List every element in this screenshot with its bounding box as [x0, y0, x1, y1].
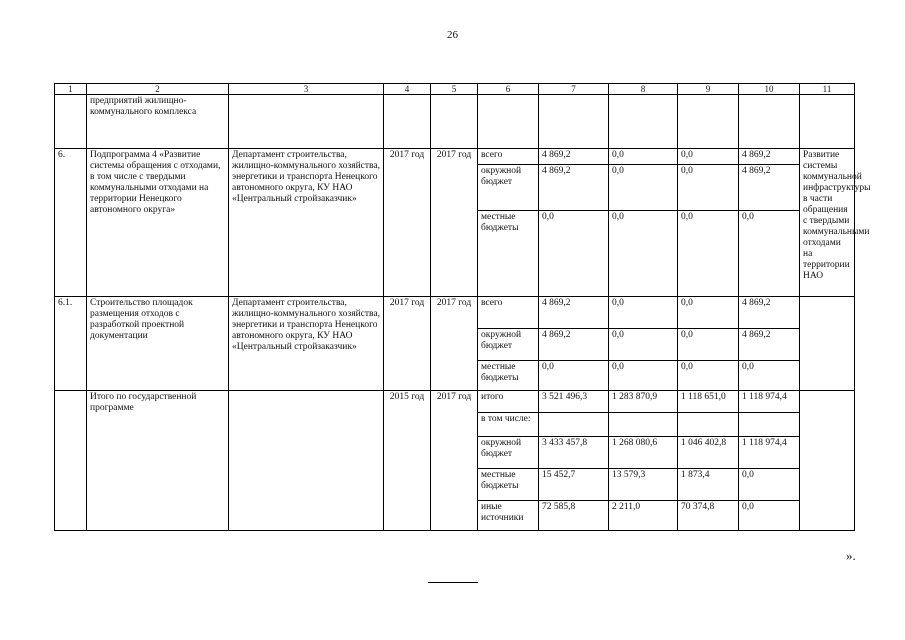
cell-value: 0,0 — [678, 329, 739, 361]
cell-start-year: 2017 год — [384, 149, 431, 297]
cell-value: 0,0 — [739, 211, 800, 297]
cell-value: 4 869,2 — [539, 329, 609, 361]
cell-source: всего — [478, 149, 539, 165]
cell-end-year: 2017 год — [431, 391, 478, 531]
cell-name: Строительство площадок размещения отходов с разработкой проектной документации — [87, 297, 229, 391]
cell-executor: Департамент строительства, жилищно-коммунального хозяйства, энергетики и транспорта Ненецкого автономного округа, КУ НАО «Центральный стройзаказчик» — [229, 149, 384, 297]
cell-value — [678, 413, 739, 437]
cell-source: местные бюджеты — [478, 211, 539, 297]
cell-number: 6. — [55, 149, 87, 297]
cell-value: 13 579,3 — [609, 469, 678, 501]
cell-end-year: 2017 год — [431, 297, 478, 391]
cell-value: 0,0 — [609, 165, 678, 211]
column-number-row — [55, 84, 855, 95]
continuation-row — [55, 95, 855, 149]
cell-value: 4 869,2 — [539, 165, 609, 211]
cell-value: 0,0 — [678, 165, 739, 211]
col-header: 9 — [678, 84, 739, 95]
cell-value: 0,0 — [678, 149, 739, 165]
cell-value: 4 869,2 — [739, 329, 800, 361]
cell-value — [609, 413, 678, 437]
cell-value — [739, 413, 800, 437]
col-header: 8 — [609, 84, 678, 95]
table-row — [55, 297, 855, 329]
col-header: 1 — [55, 84, 87, 95]
footnote-separator — [428, 582, 478, 583]
cell-executor: Департамент строительства, жилищно-коммунального хозяйства, энергетики и транспорта Ненецкого автономного округа, КУ НАО «Центральный стройзаказчик» — [229, 297, 384, 391]
cell-value: 0,0 — [609, 361, 678, 391]
cell-source: окружной бюджет — [478, 329, 539, 361]
cell-result: Развитие системы коммунальной инфраструктуры в части обращения с твердыми коммунальными отходами на территории НАО — [800, 149, 855, 297]
cell-value: 4 869,2 — [539, 149, 609, 165]
col-header: 3 — [229, 84, 384, 95]
cell-value: 70 374,8 — [678, 501, 739, 531]
cell-name: Подпрограмма 4 «Развитие системы обращения с отходами, в том числе с твердыми коммунальными отходами на территории Ненецкого автономного округа» — [87, 149, 229, 297]
cell-value: 1 873,4 — [678, 469, 739, 501]
cell-value: 1 268 080,6 — [609, 437, 678, 469]
cell-value: 4 869,2 — [739, 165, 800, 211]
cell-source: итого — [478, 391, 539, 413]
cell-start-year: 2015 год — [384, 391, 431, 531]
program-table — [54, 83, 871, 531]
cell-name: Итого по государственной программе — [87, 391, 229, 531]
cell-value: 1 118 974,4 — [739, 391, 800, 413]
col-header: 5 — [431, 84, 478, 95]
cell-value: 15 452,7 — [539, 469, 609, 501]
col-header: 10 — [739, 84, 800, 95]
table-row — [55, 391, 855, 413]
cell-value: 1 118 651,0 — [678, 391, 739, 413]
cell-value: 4 869,2 — [739, 297, 800, 329]
cell-source: всего — [478, 297, 539, 329]
cell-value: 4 869,2 — [539, 297, 609, 329]
page-number: 26 — [447, 29, 458, 41]
cell-value: 0,0 — [539, 211, 609, 297]
cell-value: 0,0 — [609, 297, 678, 329]
cell-source: местные бюджеты — [478, 361, 539, 391]
col-header: 7 — [539, 84, 609, 95]
cell-value: 0,0 — [609, 329, 678, 361]
cell-value: 0,0 — [739, 361, 800, 391]
cell-value: 3 433 457,8 — [539, 437, 609, 469]
cell-source: окружной бюджет — [478, 165, 539, 211]
cell-value: 0,0 — [539, 361, 609, 391]
cell-value: 0,0 — [678, 361, 739, 391]
cell-value: 0,0 — [739, 469, 800, 501]
cell-value: 72 585,8 — [539, 501, 609, 531]
cell-number: 6.1. — [55, 297, 87, 391]
cell-source: окружной бюджет — [478, 437, 539, 469]
col-header: 4 — [384, 84, 431, 95]
col-header: 6 — [478, 84, 539, 95]
cell-source: иные источники — [478, 501, 539, 531]
cell-value: 0,0 — [609, 211, 678, 297]
cell-value: 1 046 402,8 — [678, 437, 739, 469]
table-row — [55, 149, 855, 165]
cell-source: в том числе: — [478, 413, 539, 437]
col-header: 2 — [87, 84, 229, 95]
cell-end-year: 2017 год — [431, 149, 478, 297]
cell-value: 0,0 — [609, 149, 678, 165]
cell-source: местные бюджеты — [478, 469, 539, 501]
cell-value: 1 118 974,4 — [739, 437, 800, 469]
cell-value — [539, 413, 609, 437]
cell-value: 2 211,0 — [609, 501, 678, 531]
cell-value: 3 521 496,3 — [539, 391, 609, 413]
cell-start-year: 2017 год — [384, 297, 431, 391]
cell-value: 1 283 870,9 — [609, 391, 678, 413]
cell-value: 0,0 — [739, 501, 800, 531]
cell-name: предприятий жилищно-коммунального комплекса — [87, 95, 229, 149]
closing-quote: ». — [846, 548, 856, 563]
cell-value: 0,0 — [678, 211, 739, 297]
cell-value: 0,0 — [678, 297, 739, 329]
col-header: 11 — [800, 84, 855, 95]
cell-value: 4 869,2 — [739, 149, 800, 165]
